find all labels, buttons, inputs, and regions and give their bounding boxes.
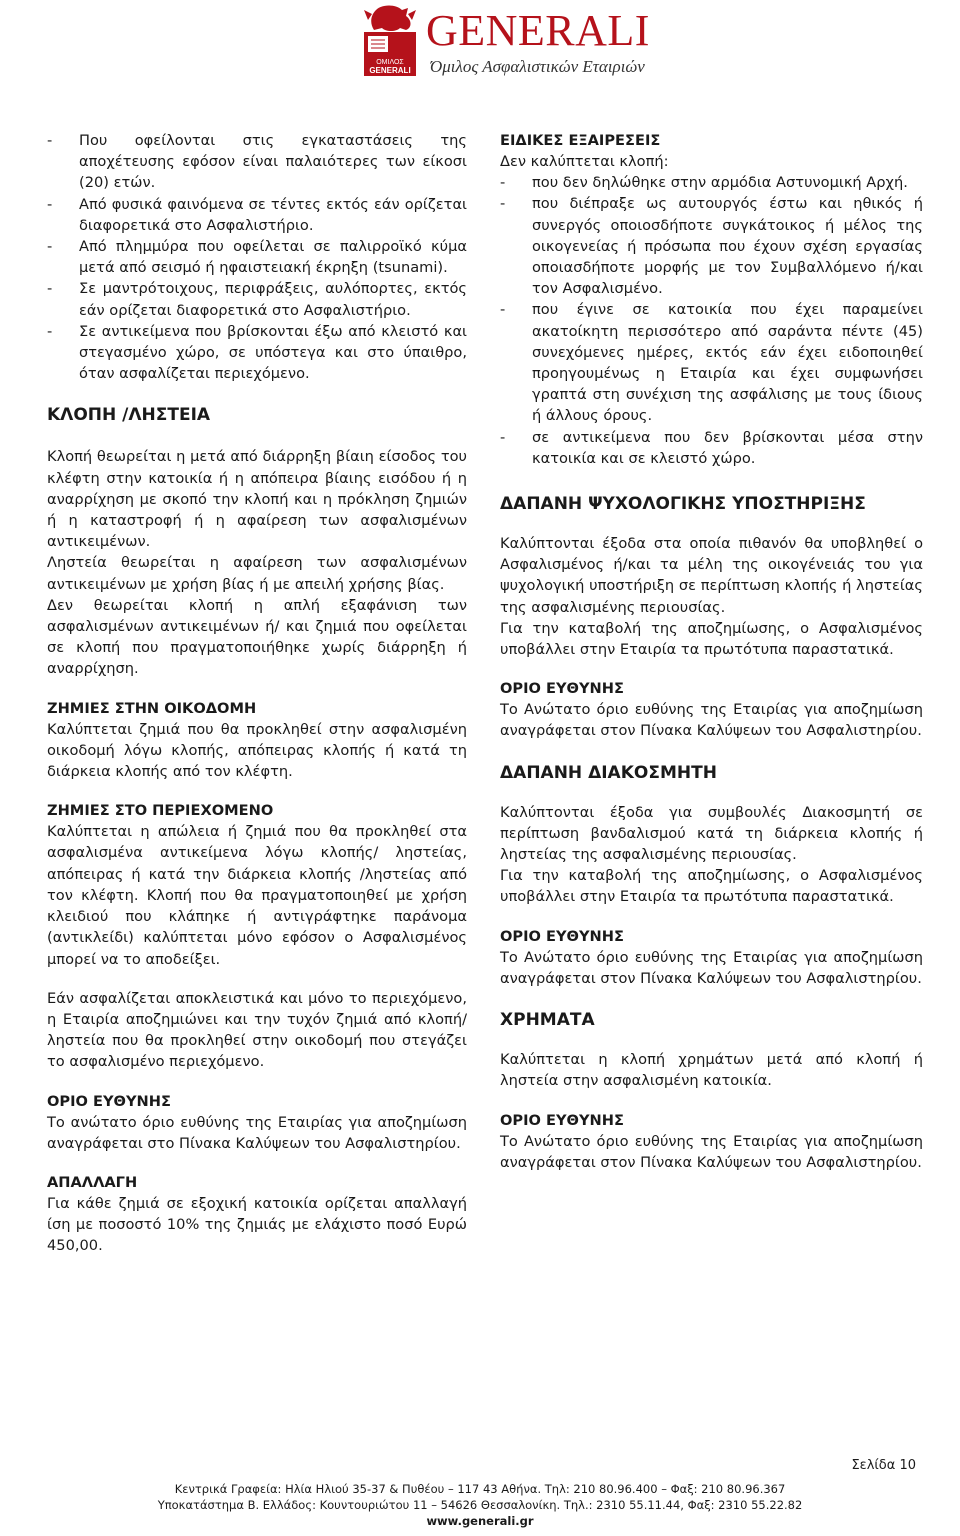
list-item: - Σε αντικείμενα που βρίσκονται έξω από κλειστό και στεγασμένο χώρο, σε υπόστεγα και στο ύπαιθρο, όταν ασφαλίζεται περιεχόμενο. (47, 321, 467, 385)
psych-liability-limit-text: Το Ανώτατο όριο ευθύνης της Εταιρίας για αποζημίωση αναγράφεται στον Πίνακα Καλύψεων του Ασφαλιστηρίου. (500, 701, 923, 740)
contents-damage-title: ΖΗΜΙΕΣ ΣΤΟ ΠΕΡΙΕΧΟΜΕΝΟ (47, 802, 274, 820)
badge-top-text: ΟΜΙΛΟΣ (376, 59, 404, 66)
psychological-support-payment-text: Για την καταβολή της αποζημίωσης, ο Ασφαλισμένος υποβάλλει στην Εταιρία τα πρωτότυπα παραστατικά. (500, 619, 923, 659)
money-text: Καλύπτεται η κλοπή χρημάτων μετά από κλοπή ή ληστεία στην ασφαλισμένη κατοικία. (500, 1051, 923, 1090)
liability-limit-title: ΟΡΙΟ ΕΥΘΥΝΗΣ (47, 1092, 171, 1110)
psych-liability-limit-title: ΟΡΙΟ ΕΥΘΥΝΗΣ (500, 680, 624, 698)
theft-section-title: ΚΛΟΠΗ /ΛΗΣΤΕΙΑ (47, 405, 211, 426)
brand-name: GENERALI (426, 6, 650, 55)
money-title: ΧΡΗΜΑΤΑ (500, 1010, 595, 1031)
exclusion-item-3: που έγινε σε κατοικία που έχει παραμείνει ακατοίκητη περισσότερο από σαράντα πέντε (45) συνεχόμενες ημέρες, εκτός εάν έχει ειδοποιηθεί προηγουμένως η Εταιρία και έχει συμφωνήσει γραπτά στη συνέχιση της ασφάλισης με τους ίδιους ή άλλους όρους. (532, 301, 923, 425)
intro-item-5: Σε αντικείμενα που βρίσκονται έξω από κλειστό και στεγασμένο χώρο, σε υπόστεγα και στο ύπαιθρο, όταν ασφαλίζεται περιεχόμενο. (79, 322, 467, 383)
page-number: Σελίδα 10 (851, 1458, 916, 1473)
decor-liability-limit-text: Το Ανώτατο όριο ευθύνης της Εταιρίας για αποζημίωση αναγράφεται στον Πίνακα Καλύψεων του Ασφαλιστηρίου. (500, 948, 923, 987)
brand-subtitle: Όμιλος Ασφαλιστικών Εταιριών (430, 57, 645, 76)
exclusion-item-4: σε αντικείμενα που δεν βρίσκονται μέσα στην κατοικία και σε κλειστό χώρο. (532, 428, 923, 467)
building-damage-text: Καλύπτεται ζημιά που θα προκληθεί στην ασφαλισμένη οικοδομή λόγω κλοπής, απόπειρας κλοπής ή κατά τη διάρκεια κλοπής από τον κλέφτη. (47, 720, 467, 781)
intro-item-3: Από πλημμύρα που οφείλεται σε παλιρροϊκό κύμα μετά από σεισμό ή ηφαιστειακή έκρηξη (tsunami). (79, 238, 467, 277)
money-liability-limit-text: Το Ανώτατο όριο ευθύνης της Εταιρίας για αποζημίωση αναγράφεται στον Πίνακα Καλύψεων του Ασφαλιστηρίου. (500, 1132, 923, 1171)
list-item: - σε αντικείμενα που δεν βρίσκονται μέσα στην κατοικία και σε κλειστό χώρο. (500, 427, 923, 469)
psychological-support-title: ΔΑΠΑΝΗ ΨΥΧΟΛΟΓΙΚΗΣ ΥΠΟΣΤΗΡΙΞΗΣ (500, 494, 866, 515)
decorator-expense-payment-text: Για την καταβολή της αποζημίωσης, ο Ασφαλισμένος υποβάλλει στην Εταιρία τα πρωτότυπα παραστατικά. (500, 867, 923, 906)
special-exclusions-intro: Δεν καλύπτεται κλοπή: (500, 153, 669, 170)
money-liability-limit-title: ΟΡΙΟ ΕΥΘΥΝΗΣ (500, 1111, 624, 1129)
left-column (47, 130, 467, 1257)
branch-office-line: Υποκατάστημα Β. Ελλάδος: Κουντουριώτου 11 – 54626 Θεσσαλονίκη. Τηλ.: 2310 55.11.44, Φαξ: 2310 55.22.82 (157, 1498, 803, 1512)
intro-item-1: Που οφείλονται στις εγκαταστάσεις της αποχέτευσης εφόσον είναι παλαιότερες των είκοσι (20) ετών. (79, 132, 467, 192)
list-item: - που έγινε σε κατοικία που έχει παραμείνει ακατοίκητη περισσότερο από σαράντα πέντε (45) συνεχόμενες ημέρες, εκτός εάν έχει ειδοποιηθεί προηγουμένως η Εταιρία και έχει συμφωνήσει γραπτά στη συνέχιση της ασφάλισης με τους ίδιους ή άλλους όρους. (500, 299, 923, 426)
badge-bottom-text: GENERALI (369, 66, 411, 75)
list-item: - που δεν δηλώθηκε στην αρμόδια Αστυνομική Αρχή. (500, 172, 923, 193)
decor-liability-limit-title: ΟΡΙΟ ΕΥΘΥΝΗΣ (500, 927, 624, 945)
website-link[interactable]: www.generali.gr (426, 1514, 534, 1528)
list-item: - Που οφείλονται στις εγκαταστάσεις της αποχέτευσης εφόσον είναι παλαιότερες των είκοσι (20) ετών. (47, 130, 467, 194)
list-item: - Από πλημμύρα που οφείλεται σε παλιρροϊκό κύμα μετά από σεισμό ή ηφαιστειακή έκρηξη (tsunami). (47, 236, 467, 278)
intro-item-4: Σε μαντρότοιχους, περιφράξεις, αυλόπορτες, εκτός εάν ορίζεται διαφορετικά στο Ασφαλιστήριο. (79, 280, 467, 319)
contents-damage-text: Καλύπτεται η απώλεια ή ζημιά που θα προκληθεί στα ασφαλισμένα αντικείμενα λόγω κλοπής/ ληστείας, απόπειρας ή κατά την διάρκεια κλοπής /ληστείας από τον κλέφτη. Κλοπή που θα πραγματοποιηθεί με χρήση κλειδιού που κλάπηκε ή αντιγράφτηκε παράνομα (αντικλείδι) καλύπτεται μόνο εφόσον ο Ασφαλισμένος μπορεί να το αποδείξει. (47, 823, 467, 968)
psychological-support-text: Καλύπτονται έξοδα στα οποία πιθανόν θα υποβληθεί ο Ασφαλισμένος ή/και τα μέλη της οικογένειάς του για ψυχολογική υποστήριξη σε περίπτωση κλοπής ή ληστείας της ασφαλισμένης περιουσίας. (500, 535, 923, 616)
footer-address (0, 1481, 960, 1529)
contents-only-text: Εάν ασφαλίζεται αποκλειστικά και μόνο το περιεχόμενο, η Εταιρία αποζημιώνει και την τυχόν ζημιά από κλοπή/ληστεία που θα προκληθεί στην οικοδομή που στεγάζει το ασφαλισμένο περιεχόμενο. (47, 989, 467, 1071)
deductible-text: Για κάθε ζημιά σε εξοχική κατοικία ορίζεται απαλλαγή ίση με ποσοστό 10% της ζημιάς με ελάχιστο ποσό Ευρώ 450,00. (47, 1194, 467, 1255)
special-exclusions-title: ΕΙΔΙΚΕΣ ΕΞΑΙΡΕΣΕΙΣ (500, 132, 661, 149)
page-header (0, 0, 960, 82)
exclusion-item-1: που δεν δηλώθηκε στην αρμόδια Αστυνομική Αρχή. (532, 174, 908, 192)
generali-lion-logo-icon (362, 4, 418, 78)
list-item: - που διέπραξε ως αυτουργός έστω και ηθικός ή συνεργός οποιοσδήποτε συγκάτοικος ή μέλος της οικογενείας ή πρόσωπα που έχουν σχέση εργασίας οποιασδήποτε μορφής με τον Συμβαλλόμενο ή/και τον Ασφαλισμένο. (500, 193, 923, 299)
theft-not-covered-paragraph: Δεν θεωρείται κλοπή η απλή εξαφάνιση των ασφαλισμένων αντικειμένων ή/ και ζημιά που οφείλεται σε κλοπή που πραγματοποιήθηκε χωρίς διάρρηξη ή αναρρίχηση. (47, 596, 467, 678)
building-damage-title: ΖΗΜΙΕΣ ΣΤΗΝ ΟΙΚΟΔΟΜΗ (47, 699, 257, 717)
intro-item-2: Από φυσικά φαινόμενα σε τέντες εκτός εάν ορίζεται διαφορετικά στο Ασφαλιστήριο. (79, 195, 467, 234)
decorator-expense-text: Καλύπτονται έξοδα για συμβουλές Διακοσμητή σε περίπτωση βανδαλισμού κατά τη διάρκεια κλοπής ή ληστείας της ασφαλισμένης περιουσίας. (500, 803, 923, 864)
list-item: - Σε μαντρότοιχους, περιφράξεις, αυλόπορτες, εκτός εάν ορίζεται διαφορετικά στο Ασφαλιστήριο. (47, 278, 467, 320)
exclusion-item-2: που διέπραξε ως αυτουργός έστω και ηθικός ή συνεργός οποιοσδήποτε συγκάτοικος ή μέλος της οικογενείας ή πρόσωπα που έχουν σχέση εργασίας οποιασδήποτε μορφής με τον Συμβαλλόμενο ή/και τον Ασφαλισμένο. (532, 195, 923, 298)
head-office-line: Κεντρικά Γραφεία: Ηλία Ηλιού 35-37 & Πυθέου – 117 43 Αθήνα. Τηλ: 210 80.96.400 – Φαξ: 210 80.96.367 (174, 1482, 786, 1496)
robbery-definition-paragraph: Ληστεία θεωρείται η αφαίρεση των ασφαλισμένων αντικειμένων με χρήση βίας ή με απειλή χρήσης βίας. (47, 554, 467, 593)
liability-limit-text: Το ανώτατο όριο ευθύνης της Εταιρίας για αποζημίωση αναγράφεται στο Πίνακα Καλύψεων του Ασφαλιστηρίου. (47, 1113, 467, 1152)
right-column (500, 130, 923, 1173)
list-item: - Από φυσικά φαινόμενα σε τέντες εκτός εάν ορίζεται διαφορετικά στο Ασφαλιστήριο. (47, 194, 467, 236)
theft-definition-paragraph: Κλοπή θεωρείται η μετά από διάρρηξη βίαιη είσοδος του κλέφτη στην κατοικία ή η απόπειρα βίαιης εισόδου ή η αναρρίχηση με σκοπό την κλοπή και η πρόκληση ζημιών ή η καταστροφή ή η αφαίρεση των ασφαλισμένων αντικειμένων. (47, 448, 467, 551)
deductible-title: ΑΠΑΛΛΑΓΗ (47, 1173, 138, 1191)
decorator-expense-title: ΔΑΠΑΝΗ ΔΙΑΚΟΣΜΗΤΗ (500, 762, 717, 783)
